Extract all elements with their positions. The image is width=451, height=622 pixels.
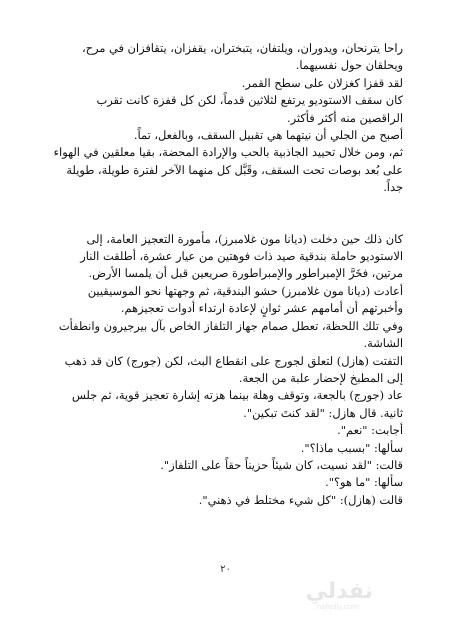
paragraph: وفي تلك اللحظة، تعطل صمام جهاز التلفاز الخاص بآل بيرجيرون وانطفأت الشاشة. [58, 318, 403, 351]
watermark-logo [0, 576, 451, 616]
page-number: ٢٠ [220, 564, 231, 575]
dialogue-line: سألها: "ما هو؟". [325, 475, 403, 490]
dialogue-line: أجابت: "نعم". [337, 423, 403, 438]
watermark-logo-text: نفدلي [305, 578, 373, 604]
body-text [50, 40, 403, 509]
paragraph: عاد (جورج) بالجعة، وتوقف وهلة بينما هزته إشارة تعجيز قوية، ثم جلس ثانية. قال هازل: "لقد كنتَ تبكين". [71, 388, 403, 420]
paragraph: التفتت (هازل) لتعلق لجورج على انقطاع البث، لكن (جورج) كان قد ذهب إلى المطبخ لإحضار علبة من الجعة. [64, 353, 403, 385]
watermark-url: nafedly.com [316, 602, 359, 611]
dialogue-line: قالت (هازل): "كل شيء مختلط في ذهني". [198, 492, 403, 507]
paragraph: كان سقف الاستوديو يرتفع لثلاثين قدماً، لكن كل قفزة كانت تقرب الراقصين منه أكثر فأكثر. [96, 93, 403, 125]
paragraph: أعادت (ديانا مون غلامبرز) حشو البندقية، ثم وجهتها نحو الموسيقيين وأخبرتهم أن أمامهم عشر ثوانٍ لإعادة ارتداء أدوات تعجيزهم. [87, 283, 403, 316]
dialogue-line: سألها: "بسبب ماذا؟". [300, 440, 403, 455]
paragraph: كان ذلك حين دخلت (ديانا مون غلامبرز)، مأمورة التعجيز العامة، إلى الاستوديو حاملة بندقية صيد ذات فوهتين من عيار عشرة، أطلقت النار مرتين، فخَرَّ الإمبراطور والإمبراطورة صريعين قبل أن يلمسا الأرض. [80, 231, 403, 281]
paragraph: أصبح من الجلي أن نيتهما هي تقبيل السقف، وبالفعل، تماً. [133, 128, 403, 143]
paragraph: ثم، ومن خلال تحييد الجاذبية بالحب والإرادة المحضة، بقيا معلقين في الهواء على بُعد بوصات تحت السقف، وقَبَّل كل منهما الآخر لفترة طويلة، طويلة جداً. [53, 145, 403, 195]
section-spacer [50, 197, 403, 231]
paragraph: راحا يترنحان، ويدوران، ويلتفان، يتبختران، يقفزان، يتقافزان في مرح، ويحلقان حول نفسيهما. [81, 41, 403, 73]
dialogue-line: قالت: "لقد نسيت، كان شيئاً حزيناً حقاً على التلفاز". [160, 457, 403, 472]
paragraph: لقد قفزا كغزلان على سطح القمر. [241, 75, 403, 90]
